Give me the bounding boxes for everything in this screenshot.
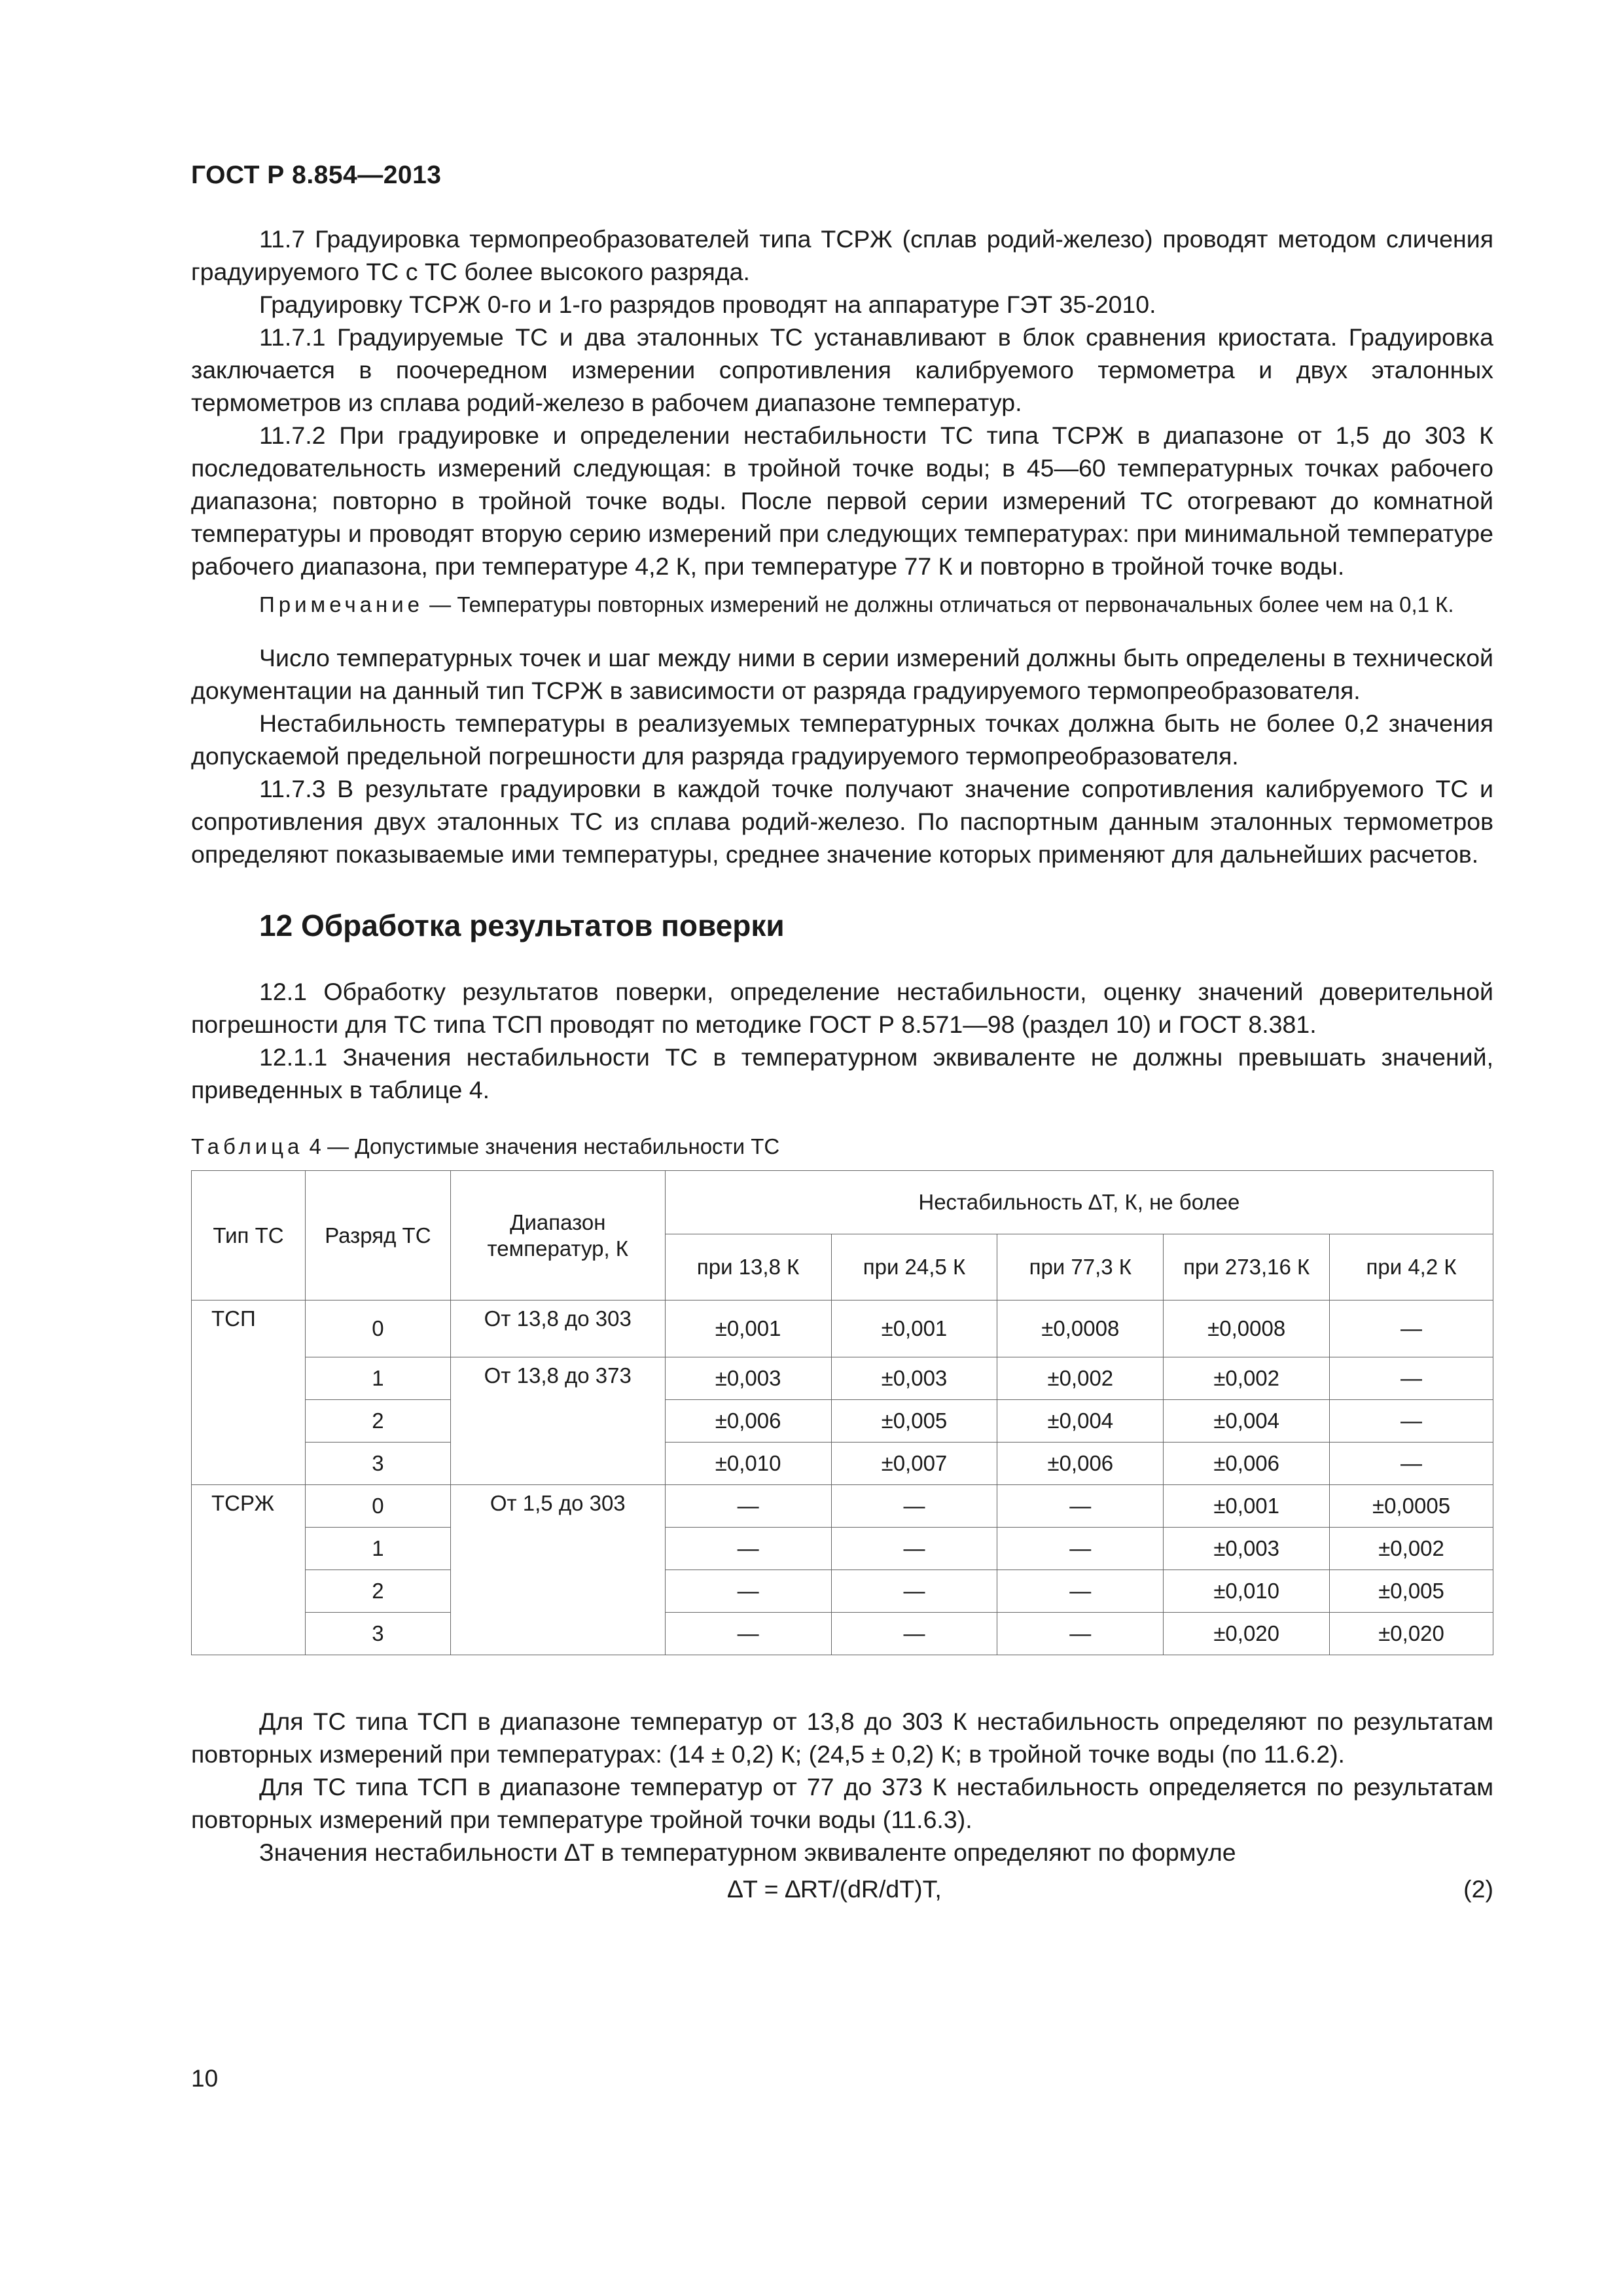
page-number: 10 [191, 2065, 219, 2092]
cell-value: ±0,006 [997, 1443, 1164, 1485]
cell-grade: 0 [305, 1485, 450, 1528]
cell-value: ±0,005 [831, 1400, 997, 1443]
cell-grade: 3 [305, 1443, 450, 1485]
table-row [192, 1485, 1493, 1528]
cell-value: ±0,004 [1164, 1400, 1330, 1443]
header-range: Диапазон температур, К [450, 1171, 665, 1300]
cell-value: ±0,003 [831, 1357, 997, 1400]
paragraph: 11.7.1 Градуируемые ТС и два эталонных ТС устанавливают в блок сравнения криостата. Градуировка заключается в поочередном измерении сопротивления калибруемого термометра и двух эталонных термометров из сплава родий-железо в рабочем диапазоне температур. [191, 323, 1493, 416]
cell-value: ±0,004 [997, 1400, 1164, 1443]
formula-number: (2) [1463, 1875, 1493, 1903]
cell-value: — [665, 1485, 831, 1528]
cell-range: От 1,5 до 303 [450, 1485, 665, 1655]
cell-value: — [831, 1570, 997, 1613]
cell-value: ±0,0008 [997, 1300, 1164, 1357]
cell-value: ±0,0005 [1330, 1485, 1493, 1528]
cell-value: — [665, 1528, 831, 1570]
note [191, 590, 1493, 619]
paragraph: Градуировку ТСРЖ 0-го и 1-го разрядов проводят на аппаратуре ГЭТ 35-2010. [259, 291, 1156, 318]
header-type: Тип ТС [192, 1171, 306, 1300]
note-text: — Температуры повторных измерений не должны отличаться от первоначальных более чем на 0,1 К. [423, 592, 1454, 617]
cell-type: ТСП [192, 1300, 306, 1485]
cell-value: — [831, 1613, 997, 1655]
paragraph: 12.1 Обработку результатов поверки, определение нестабильности, оценку значений доверительной погрешности для ТС типа ТСП проводят по методике ГОСТ Р 8.571—98 (раздел 10) и ГОСТ 8.381. [191, 978, 1493, 1038]
paragraph: 11.7.2 При градуировке и определении нестабильности ТС типа ТСРЖ в диапазоне от 1,5 до 303 К последовательность измерений следующая: в тройной точке воды; в 45—60 температурных точках рабочего диапазона; повторно в тройной точке воды. После первой серии измерений ТС отогревают до комнатной температуры и проводят вторую серию измерений при следующих температурах: при минимальной температуре рабочего диапазона, при температуре 4,2 К, при температуре 77 К и повторно в тройной точке воды. [191, 422, 1493, 580]
cell-value: — [1330, 1300, 1493, 1357]
paragraph: Для ТС типа ТСП в диапазоне температур от 77 до 373 К нестабильность определяется по результатам повторных измерений при температуре тройной точки воды (11.6.3). [191, 1773, 1493, 1833]
header-col-4-2: при 4,2 К [1330, 1234, 1493, 1300]
cell-value: ±0,020 [1164, 1613, 1330, 1655]
paragraph: 12.1.1 Значения нестабильности ТС в температурном эквиваленте не должны превышать значений, приведенных в таблице 4. [191, 1043, 1493, 1103]
cell-grade: 3 [305, 1613, 450, 1655]
header-col-24-5: при 24,5 К [831, 1234, 997, 1300]
cell-value: ±0,005 [1330, 1570, 1493, 1613]
formula-row [191, 1873, 1493, 1912]
paragraph: Число температурных точек и шаг между ними в серии измерений должны быть определены в технической документации на данный тип ТСРЖ в зависимости от разряда градуируемого термопреобразователя. [191, 644, 1493, 704]
cell-value: ±0,001 [831, 1300, 997, 1357]
cell-value: ±0,006 [1164, 1443, 1330, 1485]
cell-value: ±0,002 [1330, 1528, 1493, 1570]
cell-value: — [997, 1528, 1164, 1570]
cell-value: — [831, 1485, 997, 1528]
cell-value: — [831, 1528, 997, 1570]
table-row [192, 1300, 1493, 1357]
cell-value: ±0,010 [665, 1443, 831, 1485]
cell-value: ±0,0008 [1164, 1300, 1330, 1357]
cell-value: ±0,003 [665, 1357, 831, 1400]
table-row [192, 1570, 1493, 1613]
cell-grade: 2 [305, 1570, 450, 1613]
cell-type: ТСРЖ [192, 1485, 306, 1655]
cell-value: ±0,002 [997, 1357, 1164, 1400]
instability-table [191, 1170, 1493, 1655]
table-row [192, 1443, 1493, 1485]
document-header: ГОСТ Р 8.854—2013 [191, 161, 442, 189]
paragraph: Для ТС типа ТСП в диапазоне температур от 13,8 до 303 К нестабильность определяют по результатам повторных измерений при температурах: (14 ± 0,2) К; (24,5 ± 0,2) К; в тройной точке воды (по 11.6.2). [191, 1708, 1493, 1768]
table-row [192, 1613, 1493, 1655]
cell-grade: 1 [305, 1528, 450, 1570]
table-row [192, 1400, 1493, 1443]
after-table-text [191, 1705, 1493, 1869]
header-instability: Нестабильность ∆T, К, не более [665, 1171, 1493, 1234]
cell-value: ±0,007 [831, 1443, 997, 1485]
table-row [192, 1357, 1493, 1400]
table-row [192, 1528, 1493, 1570]
cell-grade: 1 [305, 1357, 450, 1400]
cell-range: От 13,8 до 303 [450, 1300, 665, 1357]
cell-value: — [665, 1570, 831, 1613]
header-col-273-16: при 273,16 К [1164, 1234, 1330, 1300]
cell-value: — [1330, 1357, 1493, 1400]
header-grade: Разряд ТС [305, 1171, 450, 1300]
cell-value: ±0,001 [665, 1300, 831, 1357]
cell-value: — [1330, 1443, 1493, 1485]
main-content [191, 223, 1493, 1912]
cell-value: ±0,010 [1164, 1570, 1330, 1613]
paragraph: 11.7 Градуировка термопреобразователей типа ТСРЖ (сплав родий-железо) проводят методом сличения градуируемого ТС с ТС более высокого разряда. [191, 225, 1493, 285]
section-heading: 12 Обработка результатов поверки [259, 908, 785, 942]
paragraph: 11.7.3 В результате градуировки в каждой точке получают значение сопротивления калибруемого ТС и сопротивления двух эталонных ТС из сплава родий-железо. По паспортным данным эталонных термометров определяют показываемые ими температуры, среднее значение которых применяют для дальнейших расчетов. [191, 775, 1493, 868]
table-caption [191, 1132, 1493, 1161]
cell-value: ±0,001 [1164, 1485, 1330, 1528]
cell-value: — [665, 1613, 831, 1655]
cell-grade: 2 [305, 1400, 450, 1443]
cell-value: — [997, 1570, 1164, 1613]
cell-value: — [997, 1613, 1164, 1655]
paragraph: Нестабильность температуры в реализуемых температурных точках должна быть не более 0,2 значения допускаемой предельной погрешности для разряда градуируемого термопреобразователя. [191, 709, 1493, 770]
cell-value: ±0,002 [1164, 1357, 1330, 1400]
cell-value: — [1330, 1400, 1493, 1443]
cell-value: ±0,006 [665, 1400, 831, 1443]
table-caption-text: 4 — Допустимые значения нестабильности ТС [303, 1134, 780, 1158]
cell-value: ±0,020 [1330, 1613, 1493, 1655]
formula: ∆T = ∆RT/(dR/dT)T, [728, 1875, 942, 1903]
note-label: Примечание [259, 592, 424, 617]
header-col-77-3: при 77,3 К [997, 1234, 1164, 1300]
cell-range: От 13,8 до 373 [450, 1357, 665, 1485]
cell-value: ±0,003 [1164, 1528, 1330, 1570]
cell-grade: 0 [305, 1300, 450, 1357]
header-col-13-8: при 13,8 К [665, 1234, 831, 1300]
cell-value: — [997, 1485, 1164, 1528]
paragraph: Значения нестабильности ∆T в температурном эквиваленте определяют по формуле [259, 1839, 1236, 1866]
table-caption-label: Таблица [191, 1134, 304, 1158]
